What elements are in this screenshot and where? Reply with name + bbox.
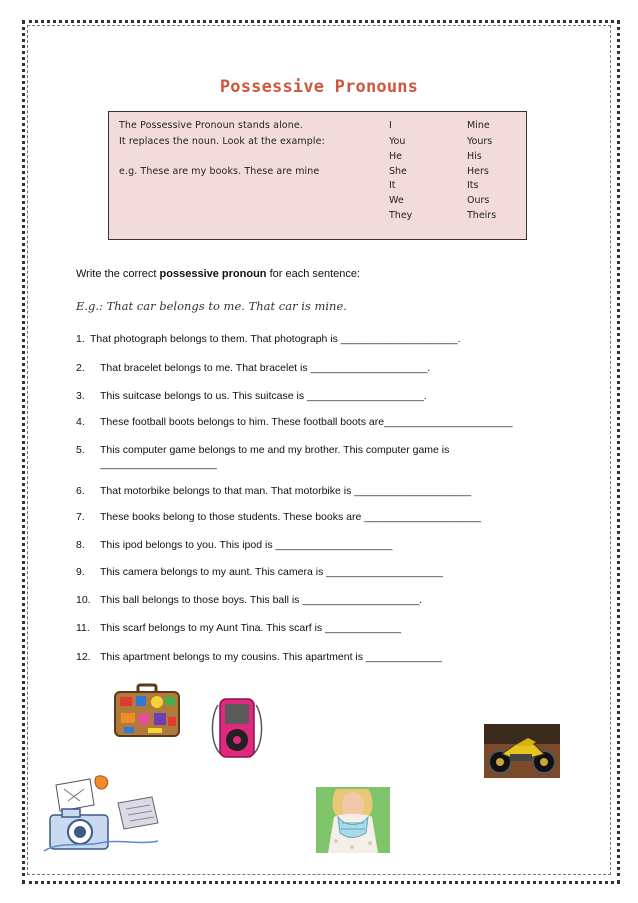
question [76,333,461,345]
pronoun-possessive: Theirs [467,210,497,221]
pronoun-subject: I [389,120,392,131]
question [76,362,430,374]
question [76,594,422,606]
question-text: This ball belongs to those boys. This ball is ____________________. [100,594,423,606]
question [76,485,471,497]
question-number: 8. [76,539,85,551]
question-text: That photograph belongs to them. That photograph is ____________________. [90,333,461,345]
pronoun-subject: He [389,151,402,162]
question [76,651,442,663]
pronoun-possessive: Ours [467,195,490,206]
instruction-suffix: for each sentence: [266,268,361,280]
question-text: This scarf belongs to my Aunt Tina. This scarf is _____________ [100,622,401,634]
question-number: 5. [76,444,85,456]
question-number: 1. [76,333,85,345]
pronoun-subject: It [389,180,396,191]
pronoun-possessive: Its [467,180,479,191]
question [76,622,401,634]
question-text: This apartment belongs to my cousins. This apartment is _____________ [100,651,442,663]
question-number: 7. [76,511,85,523]
question-number: 4. [76,416,85,428]
question-number: 12. [76,651,91,663]
question-text: This camera belongs to my aunt. This camera is ____________________ [100,566,444,578]
question [76,390,427,402]
pronoun-subject: They [389,210,413,221]
question-text: This suitcase belongs to us. This suitcase is ____________________. [100,390,427,402]
pronoun-possessive: Hers [467,166,489,177]
question-number: 9. [76,566,85,578]
question-number: 11. [76,622,90,634]
question [76,444,449,456]
ipod-image [208,697,266,759]
scarf-woman-image [316,787,390,853]
instruction-bold: possessive pronoun [159,268,267,280]
pronoun-possessive: Yours [467,136,493,147]
pronoun-subject: She [389,166,407,177]
pronoun-subject: We [389,195,404,206]
page-title: Possessive Pronouns [219,77,419,97]
camera-books-image [40,775,162,855]
box-line: The Possessive Pronoun stands alone. [119,120,303,131]
pronoun-subject: You [389,136,406,147]
box-line: It replaces the noun. Look at the example: [119,136,325,147]
question-number: 2. [76,362,85,374]
suitcase-image [112,683,182,739]
explanation-box [108,111,527,240]
motorbike-image [484,724,560,778]
question [76,566,443,578]
question-number: 6. [76,485,85,497]
question-number: 10. [76,594,91,606]
question-text: These football boots belongs to him. These football boots are______________________ [100,416,513,428]
example-sentence: E.g.: That car belongs to me. That car is mine. [76,299,347,313]
question-text: This computer game belongs to me and my brother. This computer game is [100,444,450,456]
instruction-prefix: Write the correct [76,268,160,280]
box-line: e.g. These are my books. These are mine [119,166,320,177]
question-text: This ipod belongs to you. This ipod is ____________________ [100,539,393,551]
instruction [76,268,360,280]
question [76,539,392,551]
pronoun-possessive: His [467,151,482,162]
question-text: These books belong to those students. These books are ____________________ [100,511,482,523]
question [76,416,513,428]
question-number: 3. [76,390,85,402]
question-text: That bracelet belongs to me. That bracelet is ____________________. [100,362,431,374]
question [76,511,481,523]
pronoun-possessive: Mine [467,120,490,131]
question-text: That motorbike belongs to that man. That motorbike is ____________________ [100,485,472,497]
question-continuation: ____________________ [100,458,217,470]
